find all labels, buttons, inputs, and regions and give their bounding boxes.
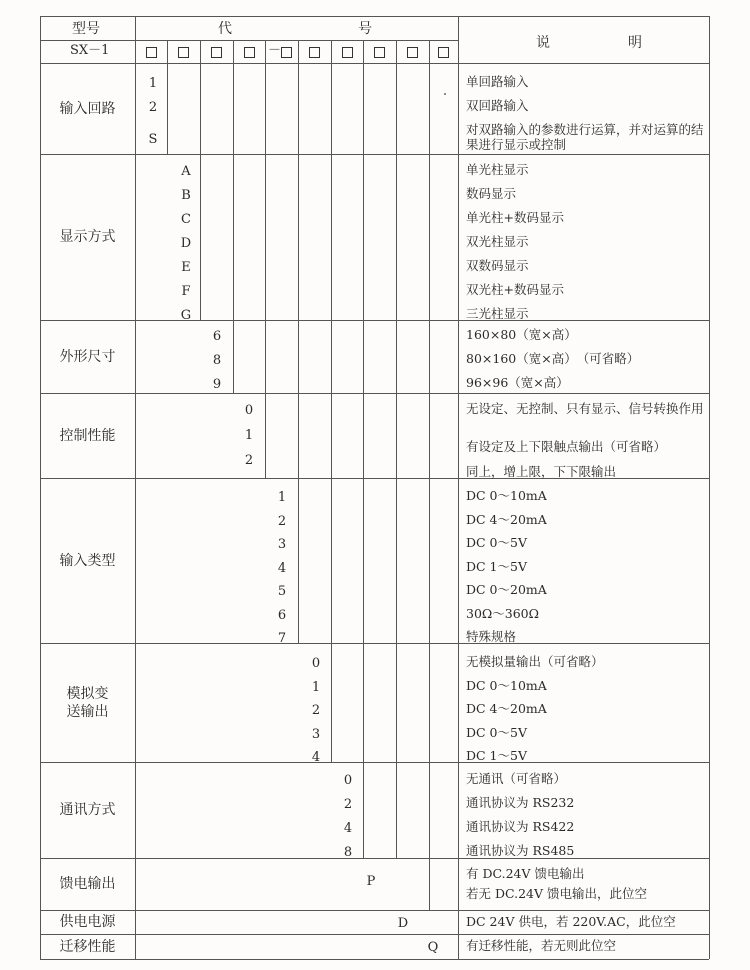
header-type-label: 型号 <box>72 21 100 37</box>
description-text: DC 0～5V <box>466 724 527 740</box>
description-text: 96×96（宽×高） <box>466 375 569 390</box>
description-text: 无模拟量输出（可省略） <box>466 654 604 669</box>
table-rule <box>396 762 397 858</box>
code-value: S <box>148 132 158 147</box>
table-rule <box>200 63 201 154</box>
table-rule <box>396 393 397 478</box>
code-value: 9 <box>212 377 222 392</box>
table-rule <box>396 320 397 393</box>
description-text: 特殊规格 <box>466 629 517 644</box>
description-text: 通讯协议为 RS485 <box>466 843 575 858</box>
table-rule <box>40 154 709 155</box>
table-rule <box>396 643 397 762</box>
code-box <box>281 47 292 58</box>
code-value: Q <box>427 940 439 955</box>
table-rule <box>363 643 364 762</box>
table-rule <box>167 63 168 154</box>
code-value: 2 <box>148 100 158 115</box>
category-label: 通讯方式 <box>59 802 116 818</box>
header-desc-char-2: 明 <box>628 35 642 51</box>
description-text: DC 0～10mA <box>466 488 547 503</box>
description-text: 无设定、无控制、只有显示、信号转换作用 <box>466 401 704 416</box>
description-text: DC 24V 供电，若 220V.AC，此位空 <box>466 914 676 929</box>
description-text: DC 0～20mA <box>466 582 547 597</box>
code-value: 4 <box>311 750 321 765</box>
table-rule <box>331 320 332 393</box>
code-value: P <box>366 874 376 889</box>
code-value: 0 <box>343 773 353 788</box>
table-rule <box>298 154 299 320</box>
category-label: 供电电源 <box>59 914 116 930</box>
description-text: 160×80（宽×高） <box>466 327 577 342</box>
table-rule <box>331 40 332 63</box>
code-value: A <box>181 164 191 179</box>
header-dash: － <box>268 43 282 58</box>
description-text: 同上，增上限，下下限输出 <box>466 464 617 479</box>
description-text: 双数码显示 <box>466 258 529 273</box>
table-rule <box>429 320 430 393</box>
code-value: 1 <box>277 490 287 505</box>
table-rule <box>265 393 266 478</box>
table-rule <box>396 63 397 154</box>
table-rule <box>298 63 299 154</box>
code-value: B <box>181 188 191 203</box>
description-text: 双光柱显示 <box>466 234 529 249</box>
code-box <box>211 47 222 58</box>
table-rule <box>265 154 266 320</box>
description-text: DC 0～5V <box>466 535 527 550</box>
code-value: 7 <box>277 631 287 646</box>
table-rule <box>363 762 364 858</box>
description-text: 有设定及上下限触点输出（可省略） <box>466 439 667 454</box>
table-rule <box>233 63 234 154</box>
description-text: 无通讯（可省略） <box>466 771 567 786</box>
code-value: E <box>181 260 191 275</box>
description-text: DC 1～5V <box>466 748 527 763</box>
code-box <box>342 47 353 58</box>
code-value: F <box>181 284 191 299</box>
table-rule <box>331 393 332 478</box>
model-code-table <box>40 16 709 959</box>
code-value: 5 <box>277 584 287 599</box>
table-rule <box>429 40 430 63</box>
description-text: 80×160（宽×高） （可省略） <box>466 351 640 366</box>
table-rule <box>429 858 430 910</box>
code-value: D <box>397 916 409 931</box>
description-text: 单回路输入 <box>466 74 529 89</box>
description-text: 单光柱显示 <box>466 162 529 177</box>
code-value: 3 <box>277 537 287 552</box>
code-value: D <box>180 236 192 251</box>
table-rule <box>265 320 266 393</box>
description-text: 有 DC.24V 馈电输出 <box>466 866 585 881</box>
code-value: C <box>181 212 191 227</box>
code-value: 4 <box>277 560 287 576</box>
description-text: 通讯协议为 RS232 <box>466 795 575 810</box>
code-box <box>309 47 320 58</box>
description-text: 单光柱+数码显示 <box>466 210 564 225</box>
table-rule <box>298 320 299 393</box>
description-text: 有迁移性能，若无则此位空 <box>466 938 617 953</box>
code-value: 0 <box>311 656 321 671</box>
code-box <box>178 47 189 58</box>
code-value: 1 <box>311 679 321 695</box>
code-value: 8 <box>343 845 353 860</box>
table-rule <box>265 40 266 63</box>
table-rule <box>429 63 430 154</box>
table-rule <box>40 63 709 64</box>
code-value: 4 <box>343 821 353 836</box>
table-rule <box>298 393 299 478</box>
category-label: 输入类型 <box>59 552 116 569</box>
table-rule <box>200 154 201 320</box>
table-rule <box>233 320 234 393</box>
code-value: 2 <box>277 513 287 529</box>
category-label: 外形尺寸 <box>59 348 116 365</box>
table-rule <box>429 393 430 478</box>
category-label: 迁移性能 <box>59 938 116 955</box>
table-rule <box>40 934 709 935</box>
code-value: 0 <box>244 403 254 418</box>
table-rule <box>40 910 709 911</box>
table-rule <box>40 959 709 960</box>
table-rule <box>363 63 364 154</box>
description-text: 双回路输入 <box>466 98 529 113</box>
code-value: 2 <box>311 703 321 718</box>
description-text: DC 4～20mA <box>466 701 547 716</box>
description-text: 30Ω～360Ω <box>466 605 539 621</box>
table-rule <box>265 63 266 154</box>
table-rule <box>363 393 364 478</box>
table-rule <box>363 320 364 393</box>
table-rule <box>429 478 430 643</box>
header-desc-char-1: 说 <box>536 35 550 51</box>
table-rule <box>331 154 332 320</box>
table-rule <box>396 40 397 63</box>
code-box <box>438 47 449 58</box>
category-label: 馈电输出 <box>59 876 116 892</box>
table-rule <box>40 858 709 859</box>
table-rule <box>298 40 299 63</box>
description-text: 若无 DC.24V 馈电输出，此位空 <box>466 886 647 901</box>
table-rule <box>40 16 709 17</box>
table-rule <box>363 154 364 320</box>
category-label: 显示方式 <box>59 229 116 245</box>
code-value: 2 <box>244 453 254 468</box>
description-text: 双光柱+数码显示 <box>466 282 564 297</box>
category-label: 输入回路 <box>59 100 116 117</box>
description-text: DC 1～5V <box>466 558 527 574</box>
header-code-char-1: 代 <box>218 21 232 37</box>
category-label: 模拟变送输出 <box>66 685 109 720</box>
header-model: SX－1 <box>70 43 110 58</box>
table-rule <box>396 478 397 643</box>
table-rule <box>429 154 430 320</box>
table-rule <box>458 16 459 959</box>
code-box <box>244 47 255 58</box>
code-box <box>146 47 157 58</box>
table-rule <box>396 154 397 320</box>
code-value: 1 <box>148 76 158 91</box>
code-value: G <box>180 308 192 323</box>
code-box <box>407 47 418 58</box>
table-rule <box>429 643 430 762</box>
table-rule <box>167 40 168 63</box>
table-rule <box>709 16 710 959</box>
code-value: 8 <box>212 353 222 368</box>
description-text: 数码显示 <box>466 186 517 201</box>
table-rule <box>233 40 234 63</box>
table-rule <box>363 478 364 643</box>
table-rule <box>233 154 234 320</box>
code-value: 3 <box>311 726 321 742</box>
code-box <box>374 47 385 58</box>
table-rule <box>331 478 332 643</box>
table-rule <box>331 63 332 154</box>
code-value: 6 <box>277 607 287 623</box>
description-text: DC 0～10mA <box>466 677 547 693</box>
table-rule <box>331 643 332 762</box>
description-text: 三光柱显示 <box>466 306 529 321</box>
table-rule <box>429 762 430 858</box>
code-value: 6 <box>212 329 222 344</box>
table-rule <box>135 16 136 959</box>
code-value: 2 <box>343 797 353 812</box>
table-rule <box>200 40 201 63</box>
table-rule <box>363 40 364 63</box>
code-value: 1 <box>244 428 254 443</box>
description-text: 对双路输入的参数进行运算，并对运算的结果进行显示或控制 <box>466 122 704 152</box>
stray-dot <box>444 93 446 95</box>
description-text: DC 4～20mA <box>466 511 547 527</box>
category-label: 控制性能 <box>59 427 116 444</box>
table-rule <box>298 478 299 643</box>
header-code-char-2: 号 <box>358 21 372 37</box>
table-rule <box>40 393 709 394</box>
description-text: 通讯协议为 RS422 <box>466 819 575 834</box>
